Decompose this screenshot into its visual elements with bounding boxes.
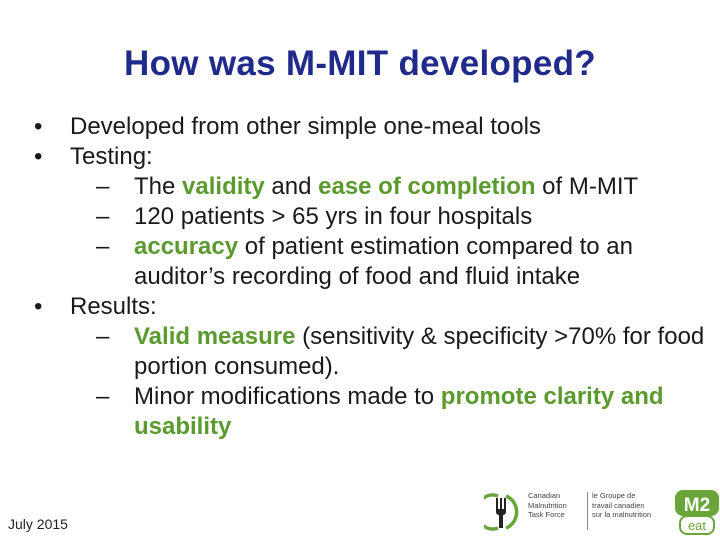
- bullet-text: Developed from other simple one-meal tools: [70, 113, 541, 140]
- highlight-text: ease of completion: [318, 173, 536, 200]
- highlight-text: accuracy: [134, 233, 239, 260]
- footer-date: July 2015: [8, 516, 68, 532]
- sub-bullet-item: [32, 322, 712, 382]
- dash-glyph: –: [96, 173, 110, 200]
- highlight-text: Valid measure: [134, 323, 296, 350]
- sub-bullet-item: [32, 172, 712, 202]
- m2-text: M2: [683, 495, 711, 516]
- bullet-item: [32, 142, 712, 172]
- bullet-glyph: •: [34, 143, 43, 170]
- dash-glyph: –: [96, 203, 110, 230]
- logo-divider: [587, 492, 588, 530]
- fork-icon: [484, 492, 520, 532]
- bullet-glyph: •: [34, 293, 43, 320]
- sub-bullet-text: The: [134, 173, 183, 200]
- cmtf-line: Malnutrition: [528, 500, 567, 510]
- highlight-text: validity: [182, 173, 265, 200]
- cmtf-label: [528, 491, 586, 520]
- sub-bullet-item: [32, 202, 712, 232]
- gtcm-label: [592, 491, 670, 520]
- gtcm-line: le Groupe de: [592, 491, 636, 500]
- slide-body: [32, 112, 712, 442]
- sub-bullet-text: 120 patients > 65 yrs in four hospitals: [134, 203, 533, 230]
- sub-bullet-text: of M-MIT: [535, 173, 639, 200]
- bullet-glyph: •: [34, 113, 43, 140]
- gtcm-line: travail canadien: [592, 500, 645, 510]
- cmtf-line: Canadian: [528, 491, 561, 500]
- m2eat-logo: [674, 488, 720, 536]
- sub-bullet-text: (sensitivity & specificity >70% for food portion consumed).: [134, 323, 705, 380]
- bullet-text: Testing:: [70, 143, 153, 170]
- logo-area: [484, 488, 720, 536]
- sub-bullet-item: [32, 232, 712, 292]
- highlight-text: promote clarity and usability: [134, 383, 664, 440]
- bullet-item: [32, 112, 712, 142]
- sub-bullet-text: Minor modifications made to: [134, 383, 441, 410]
- sub-bullet-text: and: [264, 173, 319, 200]
- gtcm-line: sur la malnutrition: [592, 510, 652, 519]
- sub-bullet-text: of patient estimation compared to an auditor’s recording of food and fluid intake: [134, 233, 633, 290]
- sub-bullet-item: [32, 382, 712, 442]
- bullet-item: [32, 292, 712, 322]
- dash-glyph: –: [96, 323, 110, 350]
- dash-glyph: –: [96, 383, 110, 410]
- cmtf-line: Task Force: [528, 510, 565, 519]
- bullet-text: Results:: [70, 293, 157, 320]
- slide-title: How was M-MIT developed?: [124, 44, 596, 83]
- eat-text: eat: [687, 518, 707, 533]
- dash-glyph: –: [96, 233, 110, 260]
